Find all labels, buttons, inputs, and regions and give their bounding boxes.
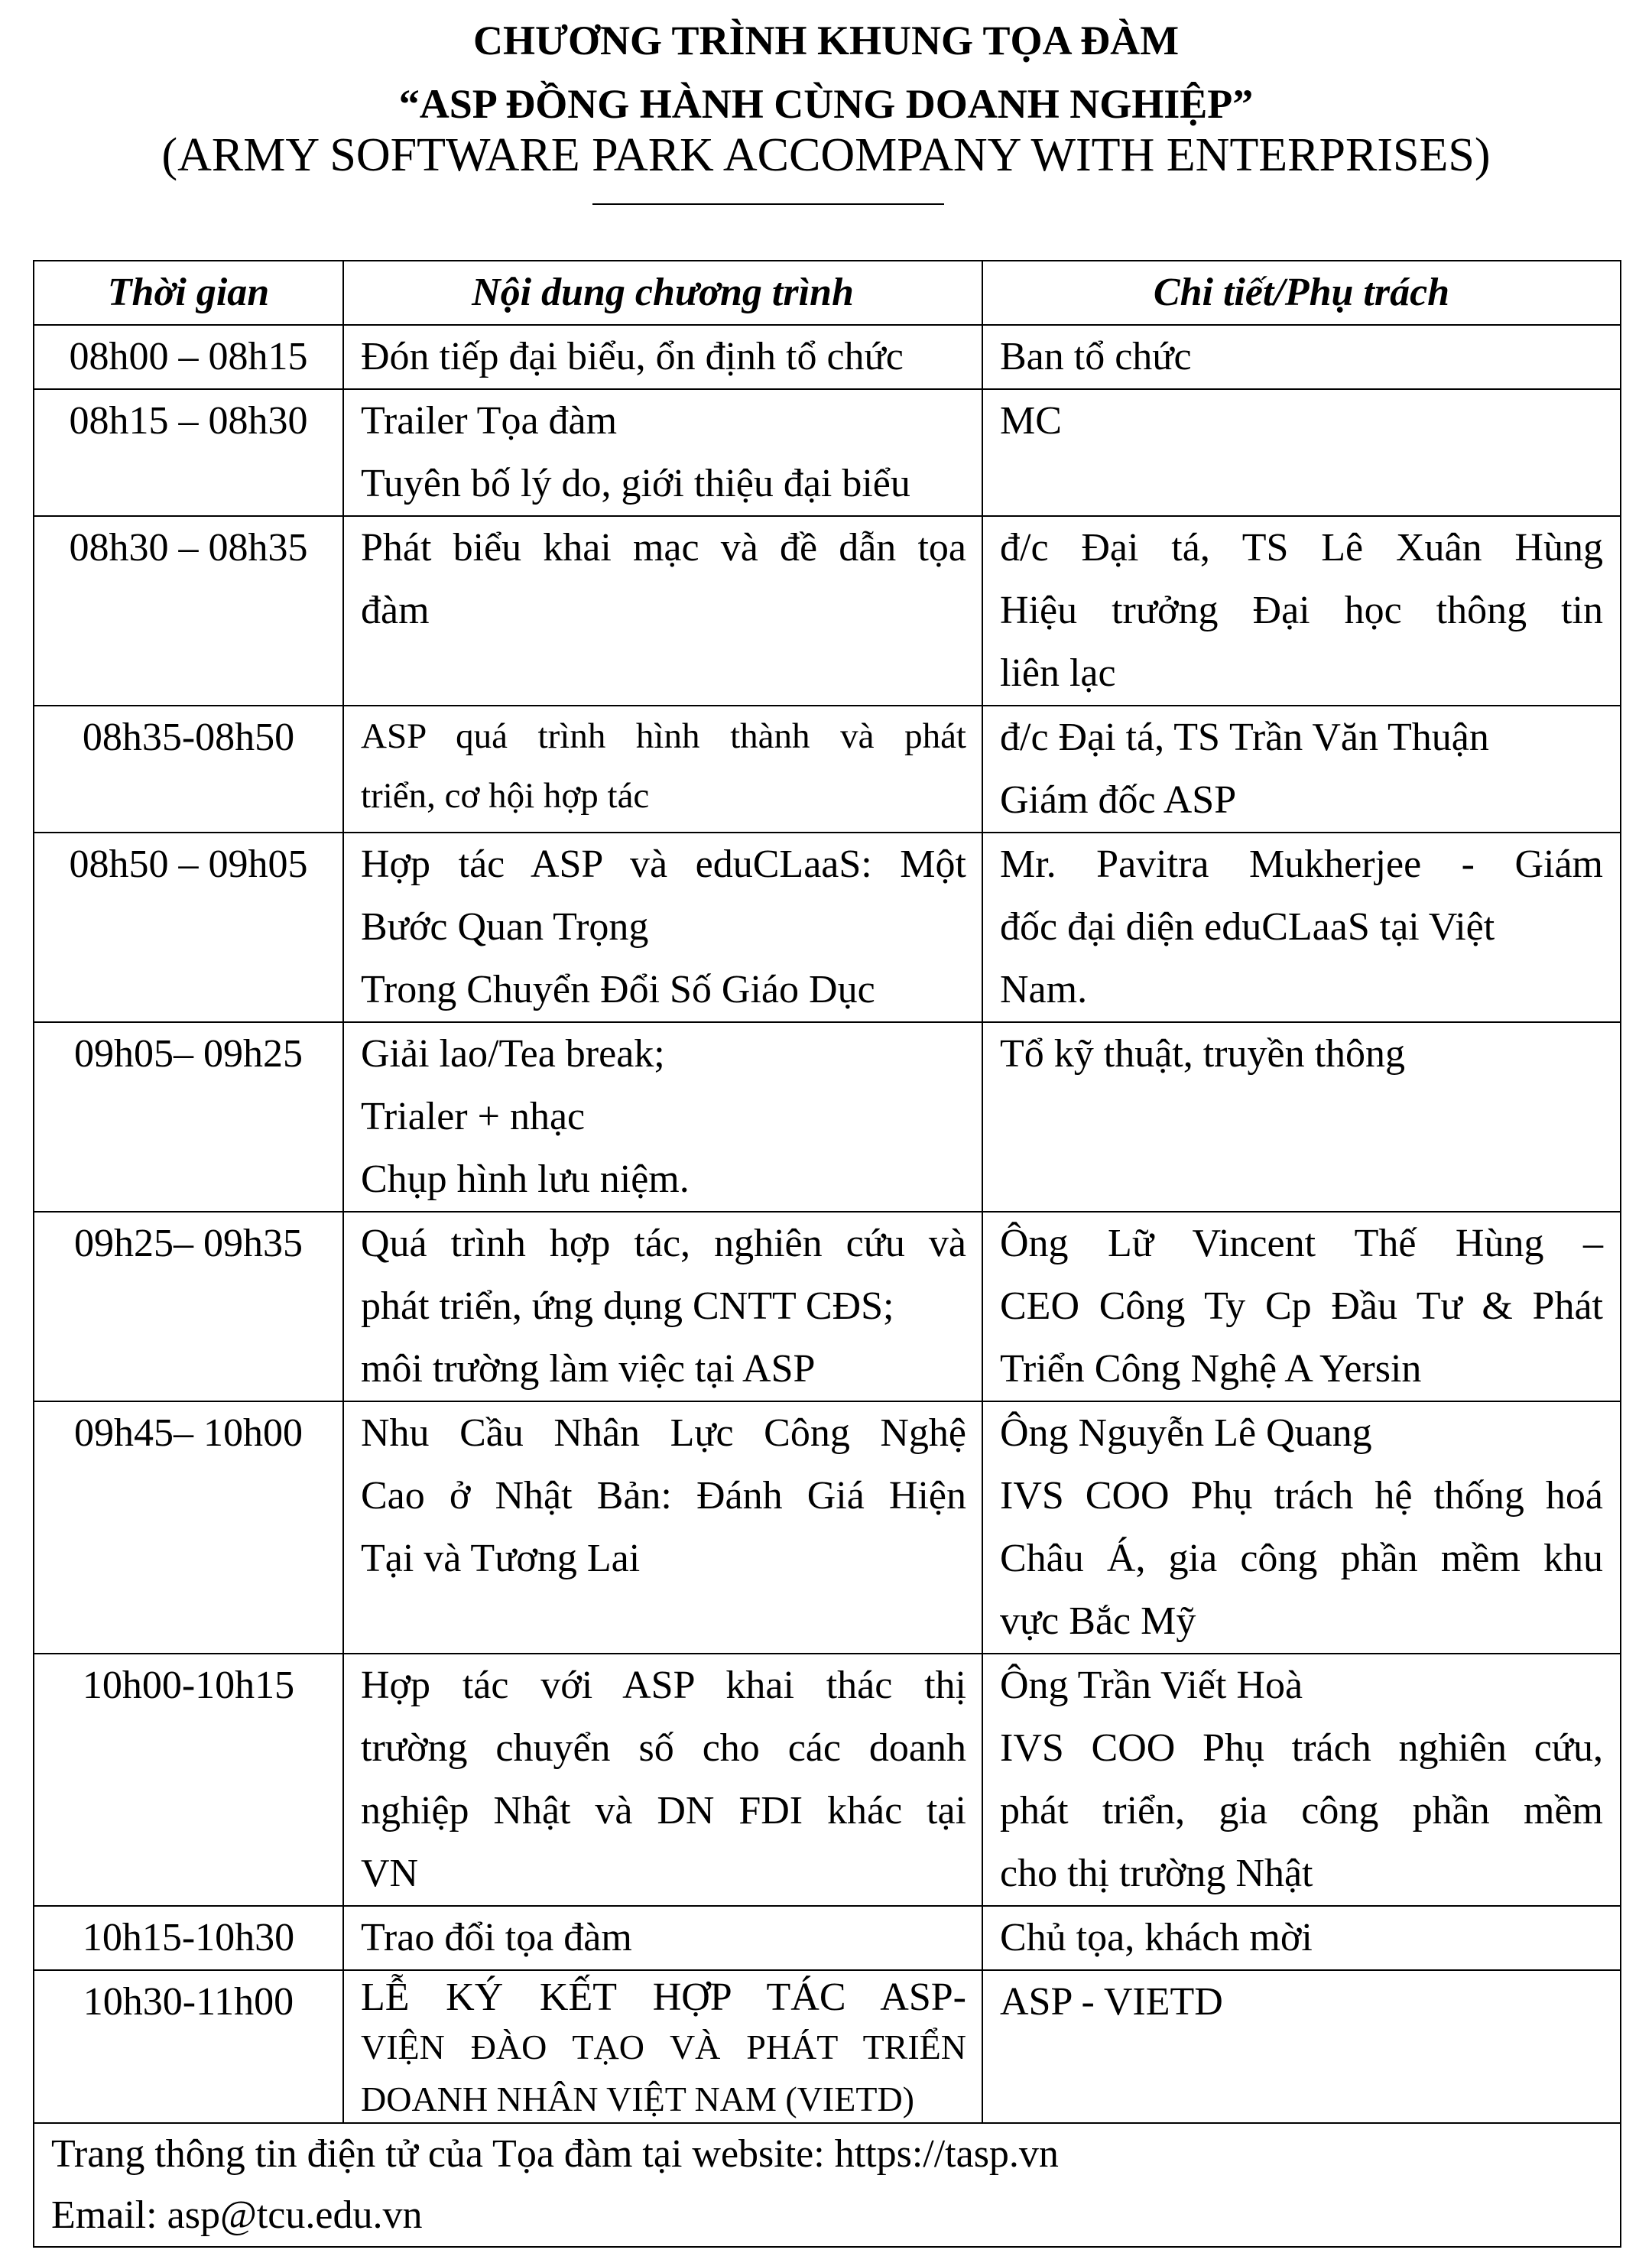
table-row [34, 1212, 1621, 1401]
document-subtitle: “ASP ĐỒNG HÀNH CÙNG DOANH NGHIỆP” [398, 81, 1254, 127]
detail-line: Ông Lữ Vincent Thế Hùng – [1000, 1222, 1603, 1265]
row-time: 09h25– 09h35 [34, 1212, 343, 1401]
detail-line: Tổ kỹ thuật, truyền thông [1000, 1032, 1406, 1076]
row-detail [982, 1906, 1621, 1970]
content-line: ASP quá trình hình thành và phát [361, 716, 966, 756]
content-line: nghiệp Nhật và DN FDI khác tại [361, 1789, 966, 1833]
detail-line: vực Bắc Mỹ [1000, 1599, 1196, 1643]
row-content [343, 516, 982, 706]
detail-line: Châu Á, gia công phần mềm khu [1000, 1537, 1603, 1580]
detail-line: phát triển, gia công phần mềm [1000, 1789, 1603, 1833]
row-time: 08h35-08h50 [34, 706, 343, 833]
row-detail [982, 833, 1621, 1022]
row-content [343, 706, 982, 833]
row-time: 10h00-10h15 [34, 1654, 343, 1906]
row-content [343, 1654, 982, 1906]
table-row [34, 1022, 1621, 1212]
content-line: Tuyên bố lý do, giới thiệu đại biểu [361, 462, 910, 505]
content-line: Cao ở Nhật Bản: Đánh Giá Hiện [361, 1474, 966, 1518]
content-line: LỄ KÝ KẾT HỢP TÁC ASP- [361, 1975, 966, 2019]
website-line: Trang thông tin điện tử của Tọa đàm tại website: https://tasp.vn [51, 2132, 1059, 2176]
header-detail: Chi tiết/Phụ trách [982, 261, 1621, 325]
row-time: 08h30 – 08h35 [34, 516, 343, 706]
detail-line: Chủ tọa, khách mời [1000, 1916, 1313, 1959]
row-detail [982, 1401, 1621, 1654]
row-content [343, 1212, 982, 1401]
row-content [343, 325, 982, 389]
content-line: Chụp hình lưu niệm. [361, 1157, 690, 1201]
detail-line: IVS COO Phụ trách hệ thống hoá [1000, 1474, 1603, 1518]
detail-line: Giám đốc ASP [1000, 778, 1237, 822]
table-row [34, 1970, 1621, 2123]
content-line: Tại và Tương Lai [361, 1537, 641, 1580]
row-time: 08h15 – 08h30 [34, 389, 343, 516]
content-line: DOANH NHÂN VIỆT NAM (VIETD) [361, 2079, 914, 2118]
header-content: Nội dung chương trình [343, 261, 982, 325]
detail-line: Nam. [1000, 968, 1088, 1011]
english-subtitle: (ARMY SOFTWARE PARK ACCOMPANY WITH ENTERPRISES) [161, 129, 1491, 181]
content-line: Trialer + nhạc [361, 1095, 586, 1138]
table-row [34, 1401, 1621, 1654]
detail-line: đốc đại diện eduCLaaS tại Việt [1000, 905, 1495, 949]
table-row [34, 1654, 1621, 1906]
row-detail [982, 325, 1621, 389]
content-line: trường chuyển số cho các doanh [361, 1726, 966, 1770]
content-line: Trao đổi tọa đàm [361, 1916, 632, 1959]
row-time: 08h50 – 09h05 [34, 833, 343, 1022]
table-row [34, 325, 1621, 389]
detail-line: Mr. Pavitra Mukherjee - Giám [1000, 842, 1603, 886]
row-content [343, 1970, 982, 2123]
row-detail [982, 706, 1621, 833]
table-row [34, 1906, 1621, 1970]
title-divider [592, 203, 944, 205]
detail-line: liên lạc [1000, 651, 1116, 695]
detail-line: ASP - VIETD [1000, 1980, 1223, 2024]
detail-line: CEO Công Ty Cp Đầu Tư & Phát [1000, 1284, 1603, 1328]
row-detail [982, 1970, 1621, 2123]
content-line: triển, cơ hội hợp tác [361, 776, 650, 816]
content-line: Trong Chuyển Đổi Số Giáo Dục [361, 968, 875, 1011]
detail-line: Ông Nguyễn Lê Quang [1000, 1411, 1372, 1455]
detail-line: MC [1000, 399, 1062, 443]
detail-line: Hiệu trưởng Đại học thông tin [1000, 589, 1603, 632]
detail-line: cho thị trường Nhật [1000, 1852, 1313, 1895]
header-time: Thời gian [34, 261, 343, 325]
content-line: Phát biểu khai mạc và đề dẫn tọa [361, 526, 966, 570]
row-detail [982, 1022, 1621, 1212]
row-detail [982, 1654, 1621, 1906]
detail-line: IVS COO Phụ trách nghiên cứu, [1000, 1726, 1603, 1770]
row-detail [982, 516, 1621, 706]
detail-line: Ban tổ chức [1000, 335, 1192, 378]
email-line: Email: asp@tcu.edu.vn [51, 2193, 423, 2237]
content-line: Quá trình hợp tác, nghiên cứu và [361, 1222, 966, 1265]
content-line: Đón tiếp đại biểu, ổn định tổ chức [361, 335, 904, 378]
table-row [34, 389, 1621, 516]
detail-line: đ/c Đại tá, TS Lê Xuân Hùng [1000, 526, 1603, 570]
table-row [34, 516, 1621, 706]
row-content [343, 1906, 982, 1970]
content-line: phát triển, ứng dụng CNTT CĐS; [361, 1284, 894, 1328]
content-line: đàm [361, 589, 430, 632]
row-time: 10h30-11h00 [34, 1970, 343, 2123]
row-content [343, 833, 982, 1022]
content-line: Hợp tác với ASP khai thác thị [361, 1664, 966, 1707]
table-row [34, 833, 1621, 1022]
content-line: VIỆN ĐÀO TẠO VÀ PHÁT TRIỂN [361, 2027, 966, 2066]
detail-line: đ/c Đại tá, TS Trần Văn Thuận [1000, 716, 1489, 759]
content-line: Trailer Tọa đàm [361, 399, 618, 443]
table-footer-row [34, 2123, 1621, 2247]
row-time: 09h05– 09h25 [34, 1022, 343, 1212]
detail-line: Ông Trần Viết Hoà [1000, 1664, 1303, 1707]
row-time: 08h00 – 08h15 [34, 325, 343, 389]
table-header-row [34, 261, 1621, 325]
content-line: VN [361, 1852, 419, 1895]
content-line: Nhu Cầu Nhân Lực Công Nghệ [361, 1411, 966, 1455]
row-detail [982, 1212, 1621, 1401]
document-title: CHƯƠNG TRÌNH KHUNG TỌA ĐÀM [472, 18, 1180, 63]
row-time: 09h45– 10h00 [34, 1401, 343, 1654]
program-table [33, 260, 1621, 2248]
table-row [34, 706, 1621, 833]
row-content [343, 389, 982, 516]
content-line: Giải lao/Tea break; [361, 1032, 665, 1076]
contact-info [34, 2123, 1621, 2247]
content-line: Hợp tác ASP và eduCLaaS: Một [361, 842, 966, 886]
detail-line: Triển Công Nghệ A Yersin [1000, 1347, 1422, 1391]
content-line: Bước Quan Trọng [361, 905, 649, 949]
row-time: 10h15-10h30 [34, 1906, 343, 1970]
row-detail [982, 389, 1621, 516]
row-content [343, 1022, 982, 1212]
row-content [343, 1401, 982, 1654]
content-line: môi trường làm việc tại ASP [361, 1347, 816, 1391]
